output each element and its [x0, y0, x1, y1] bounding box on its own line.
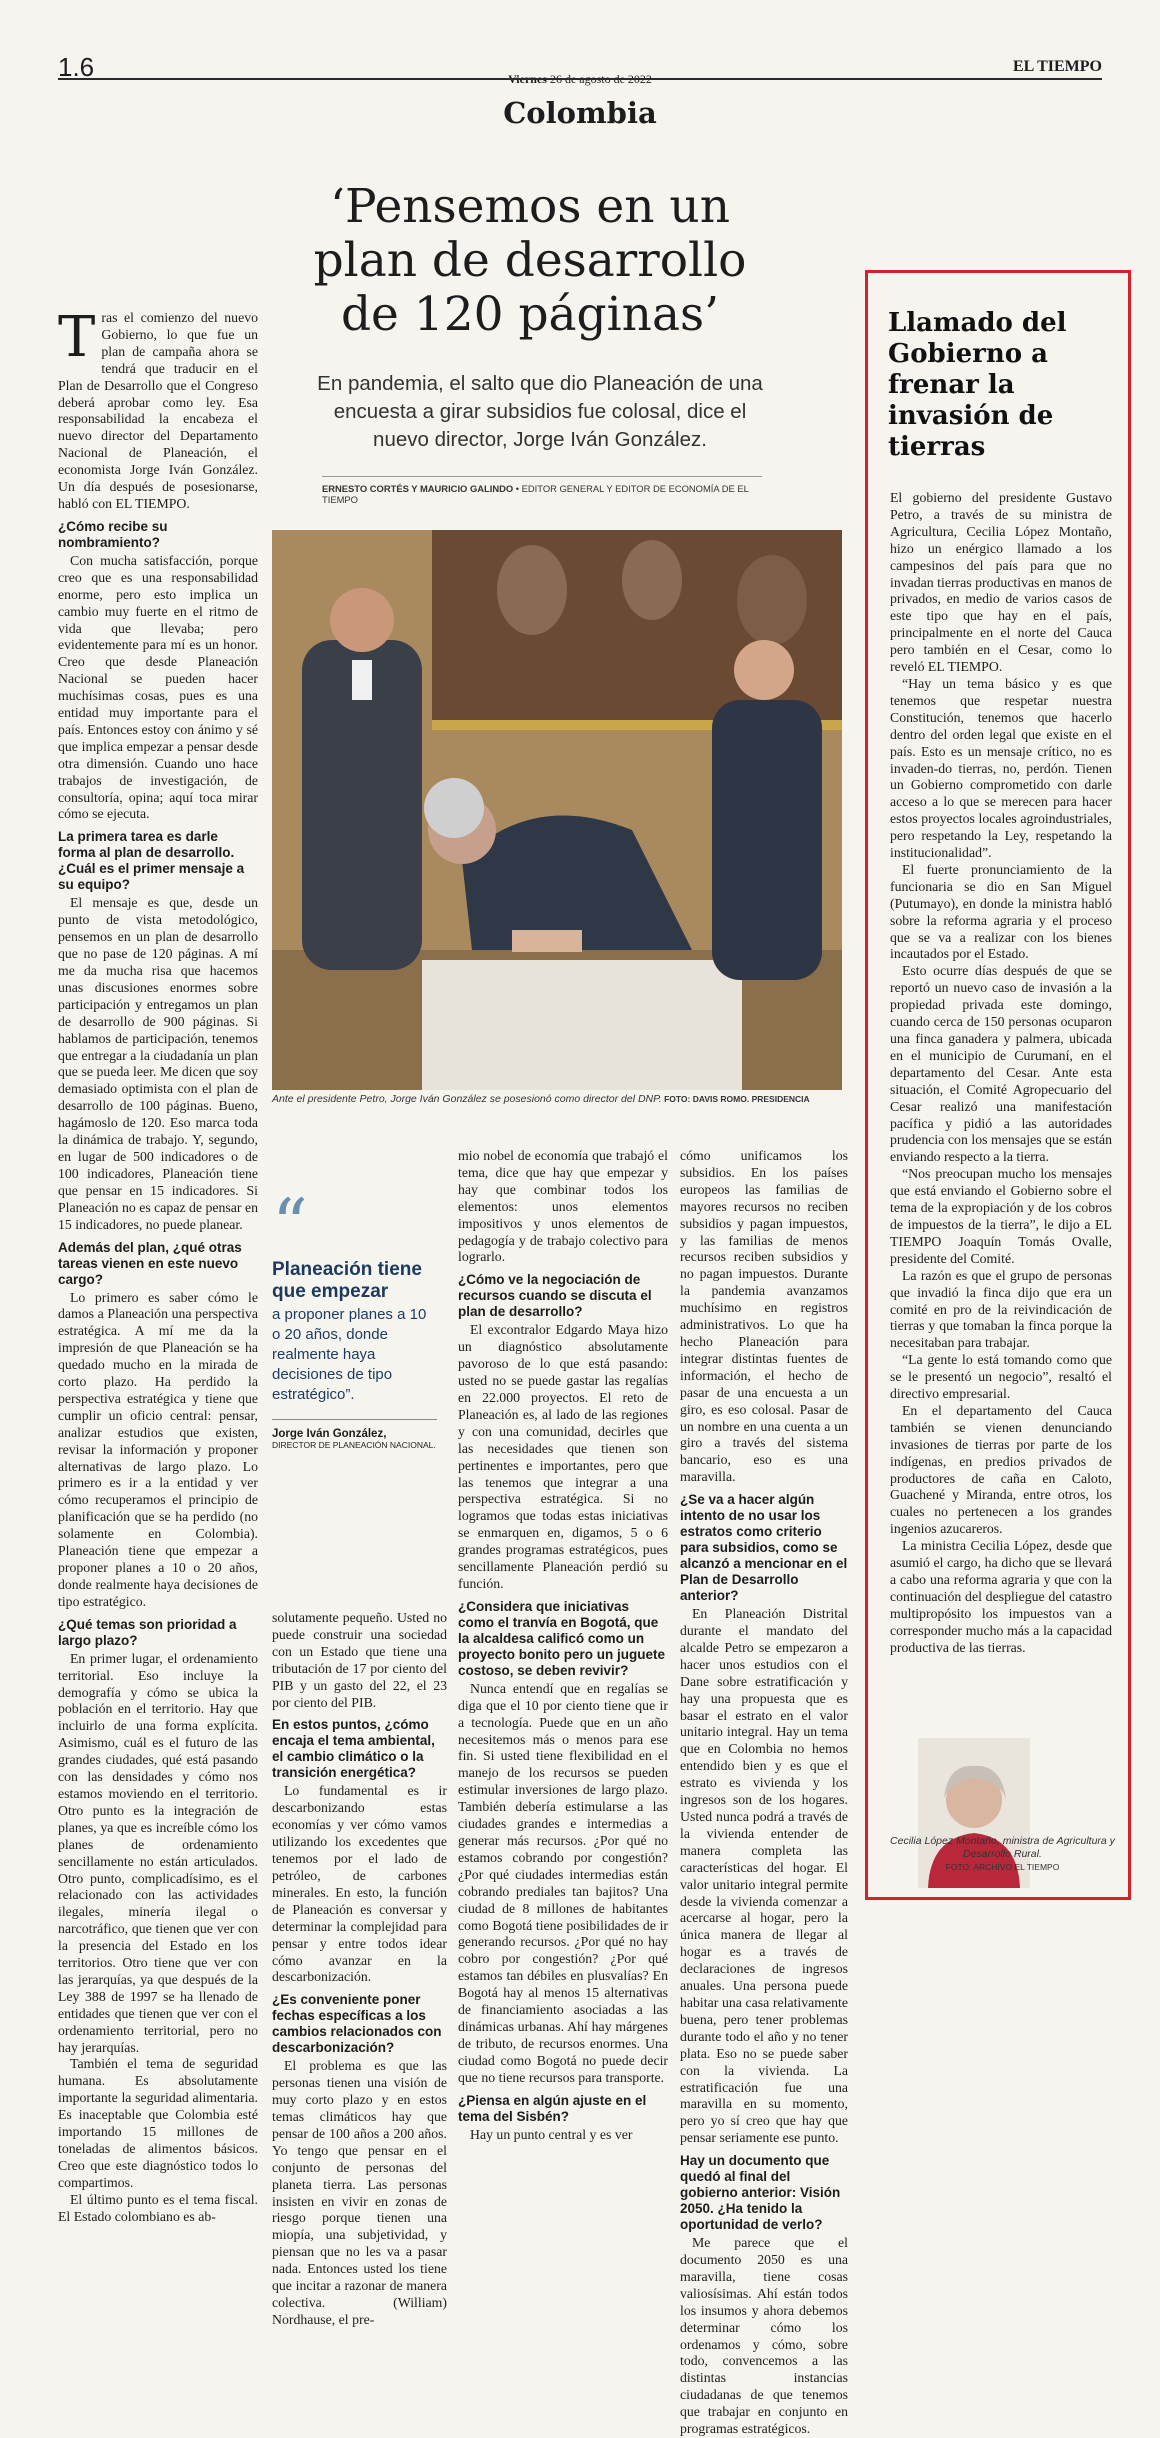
- answer-paragraph: El mensaje es que, desde un punto de vista metodológico, pensemos en un plan de desarrollo que no pase de 120 páginas. A mí me da mucha risa que hacemos unas discusiones enormes sobre participación y entregamos un plan de desarrollo de 900 páginas. Si hablamos de participación, tenemos que entregar a la ciudadanía un plan que se pueda leer. Me dicen que soy demasiado optimista con el plan de desarrollo de 100 páginas. Bueno, hagámoslo de 120. Eso marca toda la dinámica de trabajo. Y, segundo, en lugar de 500 indicadores o de 100 indicadores, Planeación tiene que pensar en 15 indicadores. Si Planeación no es capaz de pensar en 15 indicadores, no puede planear.: [58, 895, 258, 1232]
- subheadline: En pandemia, el salto que dio Planeación de una encuesta a girar subsidios fue colosal, dice el nuevo director, Jorge Iván González.: [317, 372, 763, 451]
- sidebar-paragraph: El gobierno del presidente Gustavo Petro, a través de su ministra de Agricultura, Cecilia López Montaño, hizo un enérgico llamado a los campesinos del país para que no invadan tierras productivas en manos de privados, en medio de varios casos de este tipo que hay en el país, principalmente en el norte del Cauca pero también en el Cesar, como lo reveló EL TIEMPO.: [890, 490, 1112, 675]
- pull-quote-heading: Planeación tiene que empezar: [272, 1259, 422, 1302]
- page-number: 1.6: [58, 52, 95, 82]
- answer-paragraph: Hay un punto central y es ver: [470, 2126, 633, 2142]
- byline-names: ERNESTO CORTÉS Y MAURICIO GALINDO: [322, 483, 514, 494]
- pull-quote-name: Jorge Iván González,: [272, 1419, 437, 1440]
- section-title: Colombia: [503, 96, 657, 130]
- byline: [322, 476, 762, 505]
- question-heading: En estos puntos, ¿cómo encaja el tema ambiental, el cambio climático o la transición energética?: [272, 1717, 435, 1781]
- article-column-1: [58, 305, 258, 2224]
- question-heading: Además del plan, ¿qué otras tareas vienen en este nuevo cargo?: [58, 1239, 242, 1287]
- answer-paragraph: El problema es que las personas tienen una visión de muy corto plazo y en estos temas climáticos hay que pensar de 100 años a 200 años. Yo tengo que pensar en el conjunto de personas del planeta tierra. Las personas insisten en vivir en zonas de riesgo porque tienen una miopía, una subjetividad, y piensan que no les va a pasar nada. Entonces usted los tiene que incitar a razonar de manera colectiva. (William) Nordhause, el pre-: [272, 2058, 447, 2327]
- pull-quote-body: a proponer planes a 10 o 20 años, donde realmente haya decisiones de tipo estratégico”.: [272, 1306, 427, 1403]
- question-heading: ¿Piensa en algún ajuste en el tema del Sisbén?: [458, 2092, 647, 2124]
- answer-paragraph: mio nobel de economía que trabajó el tema, dice que hay que empezar y hay que combinar todos los elementos: unos elementos impositivos y unos elementos de pedagogía y de trabajo colectivo para lograrlo.: [458, 1148, 668, 1265]
- main-photo: [272, 530, 842, 1090]
- question-heading: La primera tarea es darle forma al plan de desarrollo. ¿Cuál es el primer mensaje a su equipo?: [58, 829, 245, 893]
- sidebar-paragraph: Esto ocurre días después de que se reportó un nuevo caso de invasión a la propiedad privada este domingo, cuando cerca de 150 personas ocuparon una finca ganadera y palmera, ubicada en el municipio de Curumaní, en el departamento del Cesar. Ante esta situación, el Comité Agropecuario del Cesar realizó una manifestación pacífica y pidió a las autoridades prudencia con los mensajes que se están enviando respecto a la tierra.: [890, 963, 1112, 1165]
- sidebar-paragraph: En el departamento del Cauca también se vienen denunciando invasiones de tierras por parte de los indígenas, en predios privados de productores de caña en Caloto, Guachené y Miranda, entre otros, los cuales no pertenecen a los grandes ingenios azucareros.: [890, 1402, 1112, 1537]
- pull-quote: [272, 1184, 437, 1451]
- answer-paragraph: solutamente pequeño. Usted no puede construir una sociedad con un Estado que tiene una tributación de 17 por ciento del PIB y un gasto del 22, el 23 por ciento del PIB.: [272, 1610, 447, 1710]
- answer-paragraph: En Planeación Distrital durante el mandato del alcalde Petro se empezaron a hacer unos estudios con el Dane sobre estratificación y hay una propuesta que es basar el estrato en el valor unitario integral. Hay un tema que en Colombia no hemos entendido bien y es que el estrato es vivienda y los ingresos son de los hogares. Usted nunca podrá a través de la vivienda entender de manera completa las características del hogar. El valor unitario integral permite desde la vivienda comenzar a acercarse al hogar, pero la única manera de llegar al hogar es a través de declaraciones de ingresos anuales. Una persona puede habitar una casa relativamente buena, pero tener problemas durante todo el año y no tener plata. Eso no se puede saber con la vivienda. La estratificación fue una maravilla en su momento, pero yo sí creo que hay que pensar seriamente ese punto.: [680, 1606, 848, 2146]
- sidebar-paragraph: “Nos preocupan mucho los mensajes que está enviando el Gobierno sobre el tema de la expropiación y de los cobros de impuestos de la tierra”, le dijo a EL TIEMPO Joaquín Tomás Ovalle, presidente del Comité.: [890, 1166, 1112, 1266]
- article-column-2: [272, 1610, 447, 2327]
- answer-paragraph: El último punto es el tema fiscal. El Estado colombiano es ab-: [58, 2191, 258, 2224]
- answer-paragraph: Nunca entendí que en regalías se diga que el 10 por ciento tiene que ir a tecnología. Puede que en un año necesitemos más o menos para ese fin. Si usted tiene flexibilidad en el manejo de los recursos se pueden estimular inversiones de largo plazo. También debería estimularse a las ciudades grandes e intermedias a generar más recursos. ¿Por qué no estamos cobrando por congestión? ¿Por qué ciudades intermedias están cobrando prediales tan bajitos? Una ciudad de 8 millones de habitantes como Bogotá tiene posibilidades de ir generando recursos. ¿Por qué no hay cobro por congestión? ¿Por qué estamos tan débiles en plusvalías? En Bogotá hay al menos 15 alternativas de financiamiento asociadas a las dinámicas urbanas. Ahí hay márgenes de tributo, de recursos enormes. Una ciudad como Bogotá no puede decir que no tiene recursos para transporte.: [458, 1680, 668, 2085]
- headline: ‘Pensemos en un plan de desarrollo de 120 páginas’: [313, 179, 747, 342]
- masthead: EL TIEMPO: [1012, 58, 1102, 75]
- answer-paragraph: Con mucha satisfacción, porque creo que es una responsabilidad enorme, pero esto implica un cambio muy fuerte en el ritmo de vida que llevaba; pero evidentemente para mí es un honor. Creo que desde Planeación Nacional se pueden hacer muchísimas cosas, pues es una entidad muy importante para el país. Entonces estoy con ánimo y sé que implica empezar a pensar desde otra dimensión. Cuando uno hace trabajos de investigación, de consultoría, opina; aquí toca mirar cómo se ejecuta.: [58, 552, 258, 822]
- question-heading: ¿Cómo ve la negociación de recursos cuando se discuta el plan de desarrollo?: [458, 1272, 652, 1320]
- minister-photo-caption: [890, 1835, 1115, 1874]
- question-heading: ¿Cómo recibe su nombramiento?: [58, 518, 168, 550]
- answer-paragraph: En primer lugar, el ordenamiento territorial. Eso incluye la demografía y cómo se ubica la población en el territorio. Hay que incluirlo de una forma explícita. Asimismo, cuál es el futuro de las grandes ciudades, qué está pasando con las densidades y cómo nos estamos moviendo en el territorio. Otro punto es la integración de planes, ya que es increíble cómo los planes de ordenamiento sencillamente no están articulados. Otro punto, complicadísimo, es el relacionado con las actividades ilegales, minería ilegal o narcotráfico, que tienen que ver con la presencia del Estado en los territorios. Otro tiene que ver con las jerarquías, ya que después de la Ley 388 de 1997 se ha llenado de entidades que tienen que ver con el ordenamiento territorial, pero no hay jerarquías.: [58, 1650, 258, 2055]
- header-rule: [58, 78, 1102, 80]
- answer-paragraph: El excontralor Edgardo Maya hizo un diagnóstico absolutamente pavoroso de lo que está pasando: usted no se puede gastar las regalías en 22.000 proyectos. El reto de Planeación es, al lado de las regiones y con una comunidad, decirles que las necesidades que tienen son pertinentes e importantes, pero que las tenemos que integrar a una perspectiva estratégica. Si no logramos que todas estas iniciativas se enmarquen en, digamos, 5 o 6 grandes programas estratégicos, pues sencillamente Planeación perdió su función.: [458, 1322, 668, 1591]
- date-day: Viernes: [508, 72, 547, 86]
- question-heading: ¿Considera que iniciativas como el tranvía en Bogotá, que la alcaldesa calificó como un proyecto bonito pero un juguete costoso, se deben revivir?: [458, 1598, 665, 1678]
- question-heading: ¿Se va a hacer algún intento de no usar los estratos como criterio para subsidios, como se alcanzó a mencionar en el Plan de Desarrollo anterior?: [680, 1492, 848, 1604]
- minister-caption-text: Cecilia López Montaño, ministra de Agricultura y Desarrollo Rural.: [890, 1835, 1115, 1860]
- answer-paragraph: Me parece que el documento 2050 es una maravilla, tiene cosas valiosísimas. Ahí están todos los insumos y ahora debemos determinar cómo los ordenamos y cómo, sobre todo, convencemos a las distintas instancias ciudadanas de que tenemos que trabajar en conjunto en programas estratégicos.: [680, 2235, 848, 2437]
- intro-text: ras el comienzo del nuevo Gobierno, lo que fue un plan de campaña ahora se tendrá que traducir en el Plan de Desarrollo que el Congreso deberá aprobar como ley. Esa responsabilidad la encabeza el nuevo director del Departamento Nacional de Planeación, el economista Jorge Iván González. Un día después de posesionarse, habló con EL TIEMPO.: [58, 310, 258, 511]
- sidebar-paragraph: La ministra Cecilia López, desde que asumió el cargo, ha dicho que se llevará a cabo una reforma agraria y que con la continuación del despliegue del catastro multipropósito los impuestos van a corresponder mucho más a la capacidad productiva de las tierras.: [890, 1538, 1112, 1655]
- pull-quote-role: DIRECTOR DE PLANEACIÓN NACIONAL.: [272, 1440, 436, 1450]
- date-rest: 26 de agosto de 2022: [546, 72, 652, 86]
- article-column-3: [458, 1148, 668, 2206]
- article-column-4: [680, 1148, 848, 2437]
- question-heading: ¿Es conveniente poner fechas específicas a los cambios relacionados con descarbonización?: [272, 1992, 442, 2056]
- drop-cap: T: [58, 305, 96, 370]
- sidebar-paragraph: El fuerte pronunciamiento de la funcionaria se dio en San Miguel (Putumayo), en donde la ministra habló sobre la reforma agraria y el proceso que se va a realizar con los bienes incautados por el Estado.: [890, 861, 1112, 962]
- quote-mark-icon: “: [272, 1184, 308, 1266]
- sidebar-text: [890, 490, 1112, 1730]
- sidebar-paragraph: “La gente lo está tomando como que se le presentó un negocio”, resaltó el directivo empresarial.: [890, 1352, 1112, 1402]
- photo-caption: [272, 1093, 832, 1106]
- sidebar-paragraph: “Hay un tema básico y es que tenemos que respetar nuestra Constitución, tenemos que hacerlo dentro del orden legal que existe en el país. Esto es un mensaje crítico, no es invaden-do tierras, no, perdón. Tienen un Gobierno comprometido con darle acceso a lo que se merecen para hacer estos proyectos locales agroindustriales, pero respetando la Ley, respetando la institucionalidad”.: [890, 675, 1112, 861]
- question-heading: Hay un documento que quedó al final del gobierno anterior: Visión 2050. ¿Ha tenido la oportunidad de verlo?: [680, 2153, 841, 2233]
- swearing-in-photo: [272, 530, 842, 1090]
- minister-photo-credit: FOTO: ARCHIVO EL TIEMPO: [945, 1862, 1060, 1872]
- byline-roles: • EDITOR GENERAL Y EDITOR DE ECONOMÍA DE EL TIEMPO: [322, 483, 749, 505]
- photo-credit: FOTO: DAVIS ROMO. PRESIDENCIA: [661, 1094, 810, 1104]
- sidebar-title: Llamado del Gobierno a frenar la invasión de tierras: [888, 308, 1067, 462]
- question-heading: ¿Qué temas son prioridad a largo plazo?: [58, 1616, 237, 1648]
- answer-paragraph: Lo primero es saber cómo le damos a Planeación una perspectiva estratégica. A mí me da la impresión de que Planeación se ha quedado mucho en la mirada de corto plazo. Ha perdido la perspectiva estratégica y tiene que cumplir un oficio central: pensar, analizar estudios que existen, revisar la información y proponer alternativas de largo plazo. Lo primero es ir a la entidad y ver cómo recuperamos el principio de planificación que se ha perdido (no solamente en Colombia). Planeación tiene que empezar a proponer planes a 10 o 20 años, donde realmente haya decisiones de tipo estratégico.: [58, 1289, 258, 1609]
- answer-paragraph: También el tema de seguridad humana. Es absolutamente importante la seguridad alimentaria. Es inaceptable que Colombia esté importando 15 millones de toneladas de alimentos básicos. Creo que este diagnóstico todos lo compartimos.: [58, 2056, 258, 2190]
- photo-caption-text: Ante el presidente Petro, Jorge Iván González se posesionó como director del DNP.: [272, 1093, 662, 1105]
- answer-paragraph: cómo unificamos los subsidios. En los países europeos las familias de mayores recursos no reciben subsidios y pagan impuestos, y las familias de menos recursos reciben subsidios y no pagan impuestos. Durante la pandemia avanzamos muchísimo en registros administrativos. Lo que ha hecho Planeación para integrar distintas fuentes de información, el hecho de pasar de una encuesta a un giro, es eso colosal. Pasar de un nombre en una cuenta a un giro a través del sistema bancario, eso es una maravilla.: [680, 1148, 848, 1485]
- answer-paragraph: Lo fundamental es ir descarbonizando estas economías y ver cómo vamos utilizando los excedentes que tenemos por el lado de petróleo, de carbones minerales. En esto, la función de Planeación es conversar y determinar la complejidad para pensar y entre todos idear cómo avanzar en la descarbonización.: [272, 1783, 447, 1985]
- sidebar-paragraph: La razón es que el grupo de personas que invadió la finca dijo que era un comité en pro de la reivindicación de tierras y que tomaban la finca porque la necesitaban para trabajar.: [890, 1267, 1112, 1351]
